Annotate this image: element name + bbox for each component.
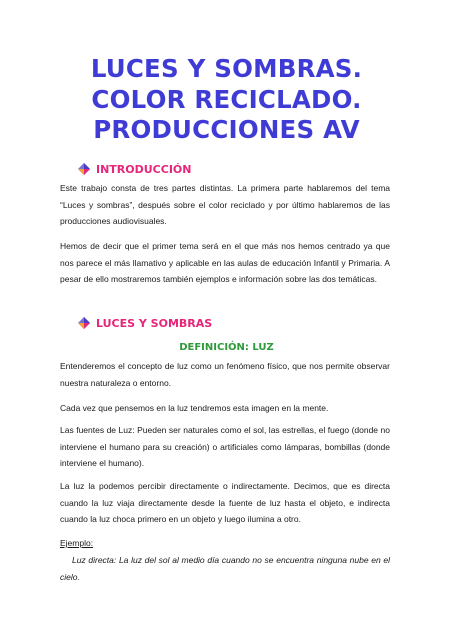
luz-paragraph-1-text: Entenderemos el concepto de luz como un fenómeno físico, que nos permite observar nuestra naturaleza o entorno.: [60, 361, 390, 388]
title-line-2: COLOR RECICLADO.: [91, 84, 362, 114]
intro-paragraph-1: [60, 180, 390, 230]
luz-paragraph-3-text: Las fuentes de Luz: Pueden ser naturales como el sol, las estrellas, el fuego (donde no interviene el humano para su creación) o artificiales como lámparas, bombillas (donde interviene el humano).: [60, 425, 390, 469]
example-label: Ejemplo:: [60, 538, 94, 548]
diamond-bullet-icon: [76, 316, 92, 330]
luz-paragraph-2: [60, 400, 390, 417]
example-text: [60, 552, 390, 585]
subheading-definicion-luz: DEFINICIÓN: LUZ: [179, 342, 274, 353]
intro-paragraph-2: [60, 238, 390, 288]
luz-paragraph-4-text: La luz la podemos percibir directamente o indirectamente. Decimos, que es directa cuando la luz viaja directamente desde la fuente de luz hasta el objeto, e indirecta cuando la luz choca primero en un objeto y luego ilumina a otro.: [60, 481, 390, 525]
luz-paragraph-1: [60, 358, 390, 391]
heading-luces-y-sombras-text: LUCES Y SOMBRAS: [96, 316, 213, 330]
luz-paragraph-3: [60, 422, 390, 472]
intro-paragraph-2-text: Hemos de decir que el primer tema será en el que más nos hemos centrado ya que nos parece el más llamativo y aplicable en las aulas de educación Infantil y Primaria. A pesar de ello mostraremos también ejemplos e información sobre las dos temáticas.: [60, 241, 390, 285]
heading-luces-y-sombras: [76, 316, 212, 330]
diamond-bullet-icon: [76, 162, 92, 176]
example-text-content: Luz directa: La luz del sol al medio día cuando no se encuentra ninguna nube en el cielo.: [60, 555, 390, 582]
intro-paragraph-1-text: Este trabajo consta de tres partes distintas. La primera parte hablaremos del tema “Luces y sombras”, después sobre el color reciclado y por último hablaremos de las producciones audiovisuales.: [60, 183, 390, 227]
luz-paragraph-2-text: Cada vez que pensemos en la luz tendremos esta imagen en la mente.: [60, 403, 329, 413]
heading-introduccion: [76, 162, 191, 176]
luz-paragraph-4: [60, 478, 390, 528]
heading-introduccion-text: INTRODUCCIÓN: [96, 162, 192, 176]
title-line-1: LUCES Y SOMBRAS.: [90, 54, 363, 83]
document-title: [0, 54, 453, 146]
title-line-3: PRODUCCIONES AV: [93, 115, 360, 144]
